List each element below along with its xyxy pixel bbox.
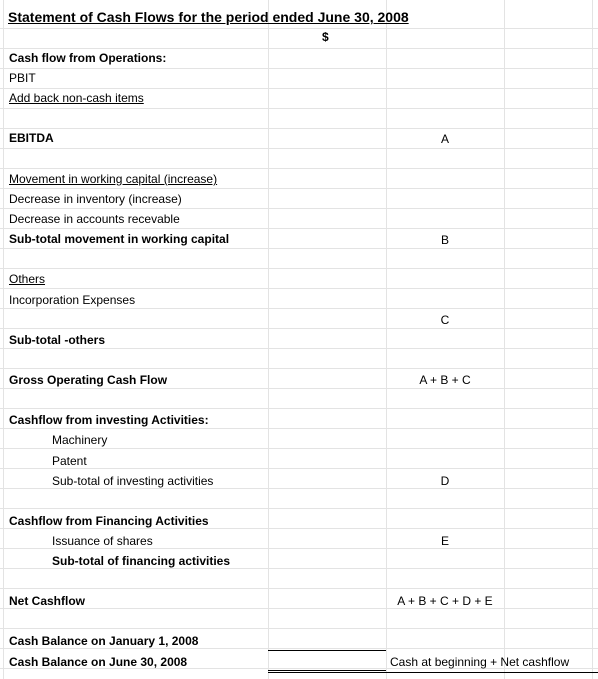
row-label: Cashflow from Financing Activities xyxy=(9,514,209,528)
grid-row-line xyxy=(0,68,598,69)
grid-col-line xyxy=(504,0,505,679)
total-border xyxy=(268,650,386,651)
grid-row-line xyxy=(0,408,598,409)
row-label: Decrease in accounts recevable xyxy=(9,212,180,226)
row-label: PBIT xyxy=(9,71,36,85)
grid-row-line xyxy=(0,28,598,29)
row-label: Cash Balance on June 30, 2008 xyxy=(9,655,188,669)
row-label: Cash Balance on January 1, 2008 xyxy=(9,634,199,648)
row-label: Sub-total movement in working capital xyxy=(9,232,230,246)
grid-col-line xyxy=(592,0,593,679)
grid-col-line xyxy=(386,0,387,679)
currency-header: $ xyxy=(322,30,329,44)
row-label: Movement in working capital (increase) xyxy=(9,172,218,186)
row-value: C xyxy=(440,313,450,327)
row-label: Net Cashflow xyxy=(9,594,86,608)
row-label: Add back non-cash items xyxy=(9,91,144,105)
grid-row-line xyxy=(0,468,598,469)
row-label: Sub-total of financing activities xyxy=(52,554,231,568)
row-label: Gross Operating Cash Flow xyxy=(9,373,168,387)
row-value: E xyxy=(440,534,449,548)
row-label: Cash flow from Operations: xyxy=(9,51,167,65)
row-label: Sub-total of investing activities xyxy=(52,474,214,488)
grid-row-line xyxy=(0,628,598,629)
grid-row-line xyxy=(0,588,598,589)
row-label: Incorporation Expenses xyxy=(9,293,136,307)
grid-row-line xyxy=(0,608,598,609)
row-value: A + B + C + D + E xyxy=(397,594,493,608)
total-underline xyxy=(386,672,598,673)
row-value: B xyxy=(440,233,449,247)
row-label: Patent xyxy=(52,454,87,468)
row-value: Cash at beginning + Net cashflow xyxy=(390,655,570,669)
total-double-underline xyxy=(268,670,386,673)
grid-row-line xyxy=(0,288,598,289)
grid-row-line xyxy=(0,508,598,509)
grid-row-line xyxy=(0,128,598,129)
grid-row-line xyxy=(0,268,598,269)
row-value: A + B + C xyxy=(419,373,471,387)
row-label: Others xyxy=(9,272,46,286)
row-label: Machinery xyxy=(52,433,108,447)
row-label: Cashflow from investing Activities: xyxy=(9,413,209,427)
grid-col-line xyxy=(268,0,269,679)
grid-col-line xyxy=(3,0,4,679)
grid-row-line xyxy=(0,368,598,369)
grid-row-line xyxy=(0,328,598,329)
statement-title: Statement of Cash Flows for the period ended June 30, 2008 xyxy=(8,9,409,25)
row-label: EBITDA xyxy=(9,131,54,145)
grid-row-line xyxy=(0,108,598,109)
row-value: D xyxy=(440,474,450,488)
row-label: Decrease in inventory (increase) xyxy=(9,192,182,206)
row-label: Sub-total -others xyxy=(9,333,105,347)
row-label: Issuance of shares xyxy=(52,534,153,548)
row-value: A xyxy=(440,132,449,146)
grid-row-line xyxy=(0,148,598,149)
